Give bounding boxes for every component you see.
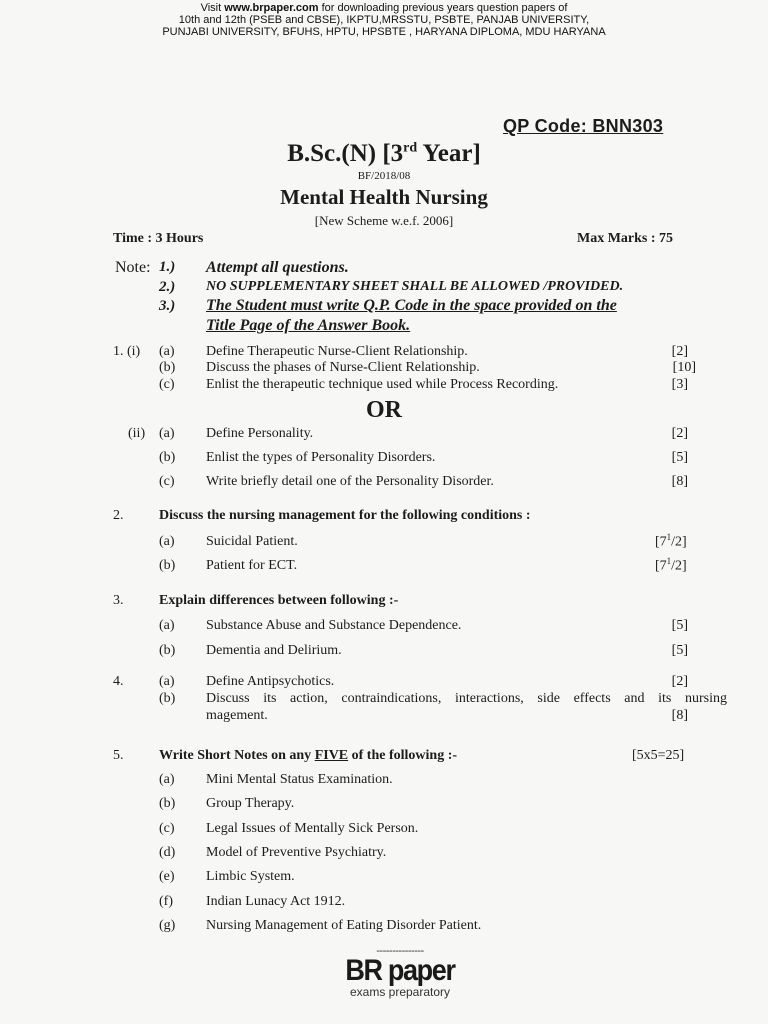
note-label: Note: xyxy=(115,259,151,276)
sub-label: (e) xyxy=(159,869,175,884)
question-text: Discuss its action, contraindications, interactions, side effects and its nursing xyxy=(206,691,727,706)
question-text: Write briefly detail one of the Personality Disorder. xyxy=(206,474,494,489)
marks: [10] xyxy=(672,360,696,375)
question-text: Enlist the types of Personality Disorders. xyxy=(206,450,436,465)
question-number: 1. (i) xyxy=(113,344,141,359)
sub-label: (c) xyxy=(159,377,175,392)
note-number: 3.) xyxy=(159,298,176,314)
question-text: Indian Lunacy Act 1912. xyxy=(206,894,346,909)
sub-label: (b) xyxy=(159,796,176,811)
question-heading: Explain differences between following :- xyxy=(159,593,399,608)
sub-label: (b) xyxy=(159,360,176,375)
note-number: 1.) xyxy=(159,259,176,275)
question-text: Group Therapy. xyxy=(206,796,295,811)
batch-code: BF/2018/08 xyxy=(357,170,411,182)
question-text: Dementia and Delirium. xyxy=(206,643,342,658)
sub-label: (a) xyxy=(159,772,175,787)
marks: [5x5=25] xyxy=(632,748,685,763)
sub-label: (f) xyxy=(159,894,173,909)
marks: [3] xyxy=(671,377,688,392)
question-text: Define Antipsychotics. xyxy=(206,674,335,689)
question-text: Discuss the phases of Nurse-Client Relationship. xyxy=(206,360,480,375)
banner-line-1: Visit www.brpaper.com for downloading previous years question papers of xyxy=(200,2,568,14)
website-banner xyxy=(0,2,768,38)
question-number: 3. xyxy=(113,593,124,608)
question-text: Enlist the therapeutic technique used while Process Recording. xyxy=(206,377,559,392)
sub-label: (d) xyxy=(159,845,176,860)
scheme-note: [New Scheme w.e.f. 2006] xyxy=(314,213,454,228)
note-number: 2.) xyxy=(159,279,176,295)
sub-label: (a) xyxy=(159,674,175,689)
question-number: 2. xyxy=(113,508,124,523)
sub-label: (c) xyxy=(159,474,175,489)
question-text: Suicidal Patient. xyxy=(206,534,298,549)
sub-label: (b) xyxy=(159,643,176,658)
sub-label: (a) xyxy=(159,426,175,441)
sub-label: (b) xyxy=(159,558,176,573)
brpaper-logo xyxy=(330,946,470,998)
question-number: 5. xyxy=(113,748,124,763)
website-link[interactable]: www.brpaper.com xyxy=(224,2,319,14)
marks: [8] xyxy=(671,474,688,489)
max-marks: Max Marks : 75 xyxy=(577,231,674,246)
or-divider: OR xyxy=(366,397,402,423)
marks: [2] xyxy=(671,344,688,359)
question-heading: Write Short Notes on any FIVE of the following :- xyxy=(159,748,458,763)
question-text: Limbic System. xyxy=(206,869,295,884)
logo-tagline: exams preparatory xyxy=(349,985,451,999)
note-text: Attempt all questions. xyxy=(206,259,349,276)
sub-label: (a) xyxy=(159,618,175,633)
marks: $[7^1/2]$ xyxy=(655,532,687,550)
logo-divider: --------------- xyxy=(376,945,424,957)
marks: [5] xyxy=(671,618,688,633)
banner-line-2: 10th and 12th (PSEB and CBSE), IKPTU,MRSSTU, PSBTE, PANJAB UNIVERSITY, xyxy=(178,14,590,26)
course-title: B.Sc.(N) [3rd Year] xyxy=(287,140,481,167)
note-text: The Student must write Q.P. Code in the space provided on the xyxy=(206,297,617,314)
marks: [5] xyxy=(671,643,688,658)
subject-title: Mental Health Nursing xyxy=(280,185,488,209)
sub-label: (c) xyxy=(159,821,175,836)
question-text: Legal Issues of Mentally Sick Person. xyxy=(206,821,419,836)
question-text: Define Personality. xyxy=(206,426,314,441)
sub-label: (b) xyxy=(159,691,176,706)
marks: [8] xyxy=(671,708,688,723)
marks: [2] xyxy=(671,674,688,689)
question-text: Nursing Management of Eating Disorder Patient. xyxy=(206,918,482,933)
question-text: Model of Preventive Psychiatry. xyxy=(206,845,387,860)
marks: [2] xyxy=(671,426,688,441)
question-text: Define Therapeutic Nurse-Client Relationship. xyxy=(206,344,468,359)
banner-line-3: PUNJABI UNIVERSITY, BFUHS, HPTU, HPSBTE , HARYANA DIPLOMA, MDU HARYANA xyxy=(162,26,606,38)
sub-label: (b) xyxy=(159,450,176,465)
question-number: 4. xyxy=(113,674,124,689)
logo-wordmark: BR paper xyxy=(345,954,455,987)
marks: [5] xyxy=(671,450,688,465)
sub-label: (a) xyxy=(159,534,175,549)
question-text: Substance Abuse and Substance Dependence. xyxy=(206,618,462,633)
qp-code: QP Code: BNN303 xyxy=(503,116,664,136)
question-text: Patient for ECT. xyxy=(206,558,298,573)
marks: $[7^1/2]$ xyxy=(655,556,687,574)
time-allowed: Time : 3 Hours xyxy=(113,231,204,246)
question-text-continued: magement. xyxy=(206,708,268,723)
sub-label: (g) xyxy=(159,918,176,933)
question-number: (ii) xyxy=(128,426,146,441)
question-heading: Discuss the nursing management for the following conditions : xyxy=(159,508,531,523)
note-text: NO SUPPLEMENTARY SHEET SHALL BE ALLOWED /PROVIDED. xyxy=(206,279,624,294)
sub-label: (a) xyxy=(159,344,175,359)
question-text: Mini Mental Status Examination. xyxy=(206,772,393,787)
note-text-continued: Title Page of the Answer Book. xyxy=(206,317,411,334)
